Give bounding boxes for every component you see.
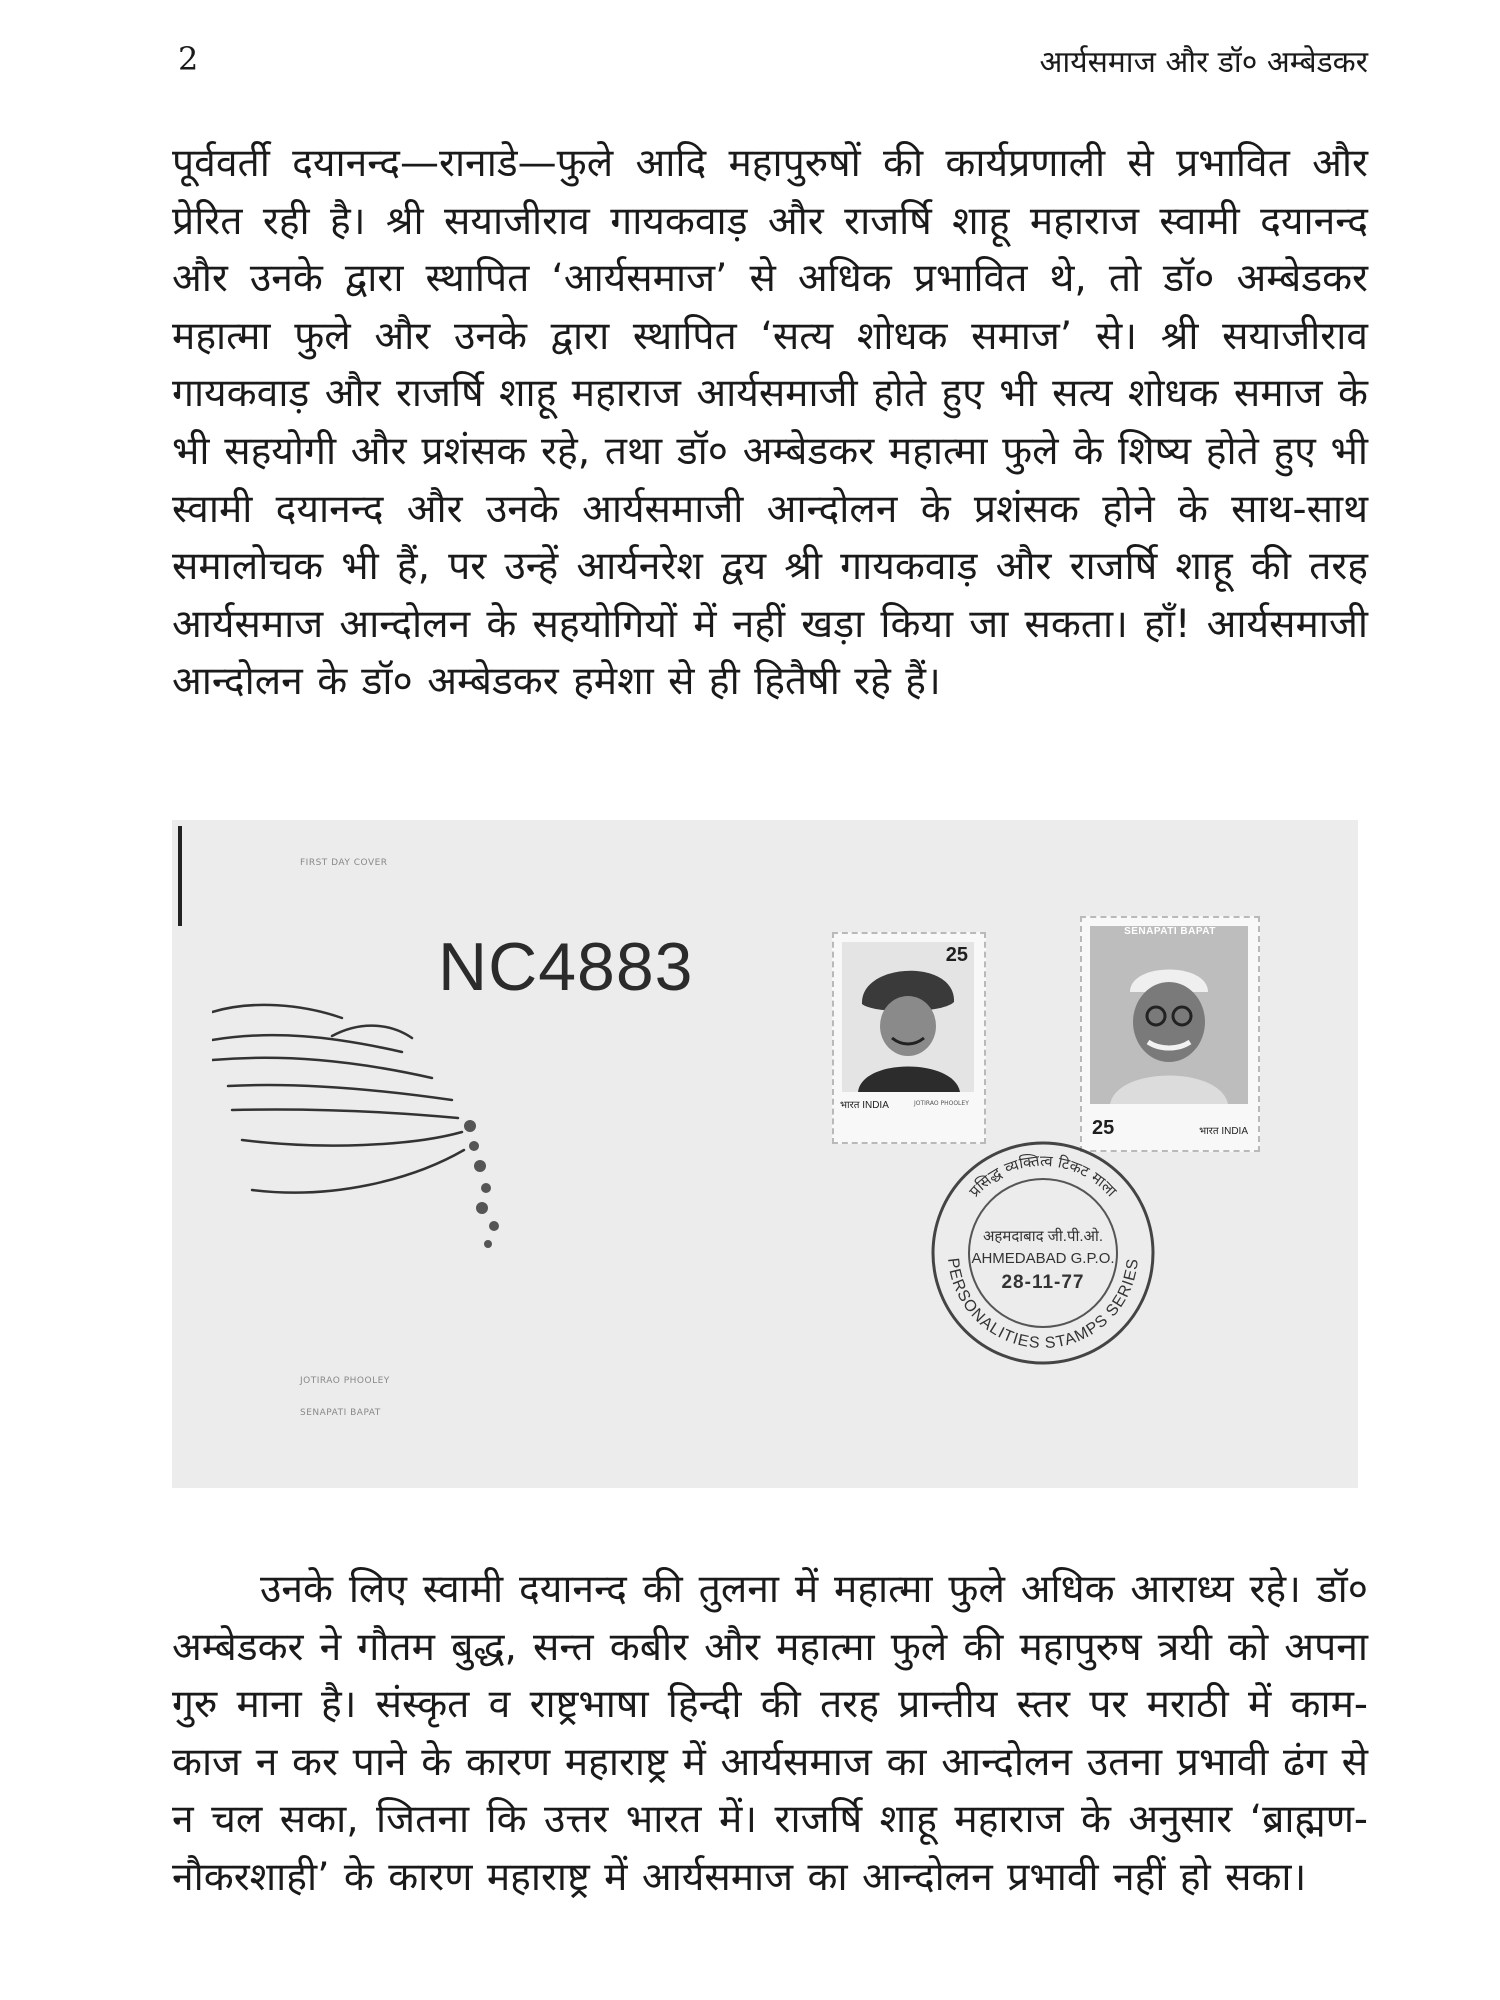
stamp-senapati-bapat	[1080, 916, 1260, 1152]
page-header	[178, 40, 1368, 90]
postmark-line-1: अहमदाबाद जी.पी.ओ.	[982, 1228, 1104, 1245]
cover-header-text: FIRST DAY COVER	[300, 858, 388, 868]
body-paragraph-1: पूर्ववर्ती दयानन्द—रानाडे—फुले आदि महापुरुषों की कार्यप्रणाली से प्रभावित और प्रेरित रही है। श्री सयाजीराव गायकवाड़ और राजर्षि शाहू महाराज स्वामी दयानन्द और उनके द्वारा स्थापित ‘आर्यसमाज’ से अधिक प्रभावित थे, तो डॉ० अम्बेडकर महात्मा फुले और उनके द्वारा स्थापित ‘सत्य शोधक समाज’ से। श्री सयाजीराव गायकवाड़ और राजर्षि शाहू महाराज आर्यसमाजी होते हुए भी सत्य शोधक समाज के भी सहयोगी और प्रशंसक रहे, तथा डॉ० अम्बेडकर महात्मा फुले के शिष्य होते हुए भी स्वामी दयानन्द और उनके आर्यसमाजी आन्दोलन के प्रशंसक होने के साथ-साथ समालोचक भी हैं, पर उन्हें आर्यनरेश द्वय श्री गायकवाड़ और राजर्षि शाहू की तरह आर्यसमाज आन्दोलन के सहयोगियों में नहीं खड़ा किया जा सकता। हाँ! आर्यसमाजी आन्दोलन के डॉ० अम्बेडकर हमेशा से ही हितैषी रहे हैं।	[172, 141, 1368, 705]
cover-credit-2: SENAPATI BAPAT	[300, 1408, 381, 1418]
stamp-portrait	[1090, 926, 1248, 1104]
postmark-cancellation	[930, 1140, 1156, 1366]
cover-id: NC4883	[438, 929, 694, 1005]
running-head: आर्यसमाज और डॉ० अम्बेडकर	[1039, 45, 1368, 80]
postmark-bottom-arc: PERSONALITIES STAMPS SERIES	[944, 1257, 1142, 1353]
body-paragraph-2: उनके लिए स्वामी दयानन्द की तुलना में महात्मा फुले अधिक आराध्य रहे। डॉ० अम्बेडकर ने गौतम बुद्ध, सन्त कबीर और महात्मा फुले की महापुरुष त्रयी को अपना गुरु माना है। संस्कृत व राष्ट्रभाषा हिन्दी की तरह प्रान्तीय स्तर पर मराठी में काम-काज न कर पाने के कारण महाराष्ट्र में आर्यसमाज का आन्दोलन उतना प्रभावी ढंग से न चल सका, जितना कि उत्तर भारत में। राजर्षि शाहू महाराज के अनुसार ‘ब्राह्मण-नौकरशाही’ के कारण महाराष्ट्र में आर्यसमाज का आन्दोलन प्रभावी नहीं हो सका।	[172, 1567, 1368, 1900]
stamp-country: भारत INDIA	[840, 1100, 889, 1111]
page-number: 2	[178, 40, 199, 78]
postmark-top-arc: प्रसिद्ध व्यक्तित्व टिकट माला	[965, 1151, 1121, 1201]
portrait-cap-icon	[1090, 926, 1248, 1104]
stamp-jotirao-phooley	[832, 932, 986, 1144]
stamp-country: भारत INDIA	[1199, 1126, 1248, 1137]
first-day-cover-image	[172, 820, 1358, 1488]
stamp-name: JOTIRAO PHOOLEY	[914, 1100, 969, 1107]
stamp-value: 25	[945, 944, 968, 966]
stamp-banner: SENAPATI BAPAT	[1124, 926, 1216, 937]
postmark-line-2: AHMEDABAD G.P.O.	[971, 1250, 1115, 1267]
hand-sketch-icon	[212, 1000, 512, 1260]
postmark-center	[930, 1226, 1156, 1294]
stamp-value: 25	[1092, 1117, 1115, 1139]
cover-credit-1: JOTIRAO PHOOLEY	[300, 1376, 390, 1386]
postmark-date: 28-11-77	[1001, 1272, 1085, 1293]
